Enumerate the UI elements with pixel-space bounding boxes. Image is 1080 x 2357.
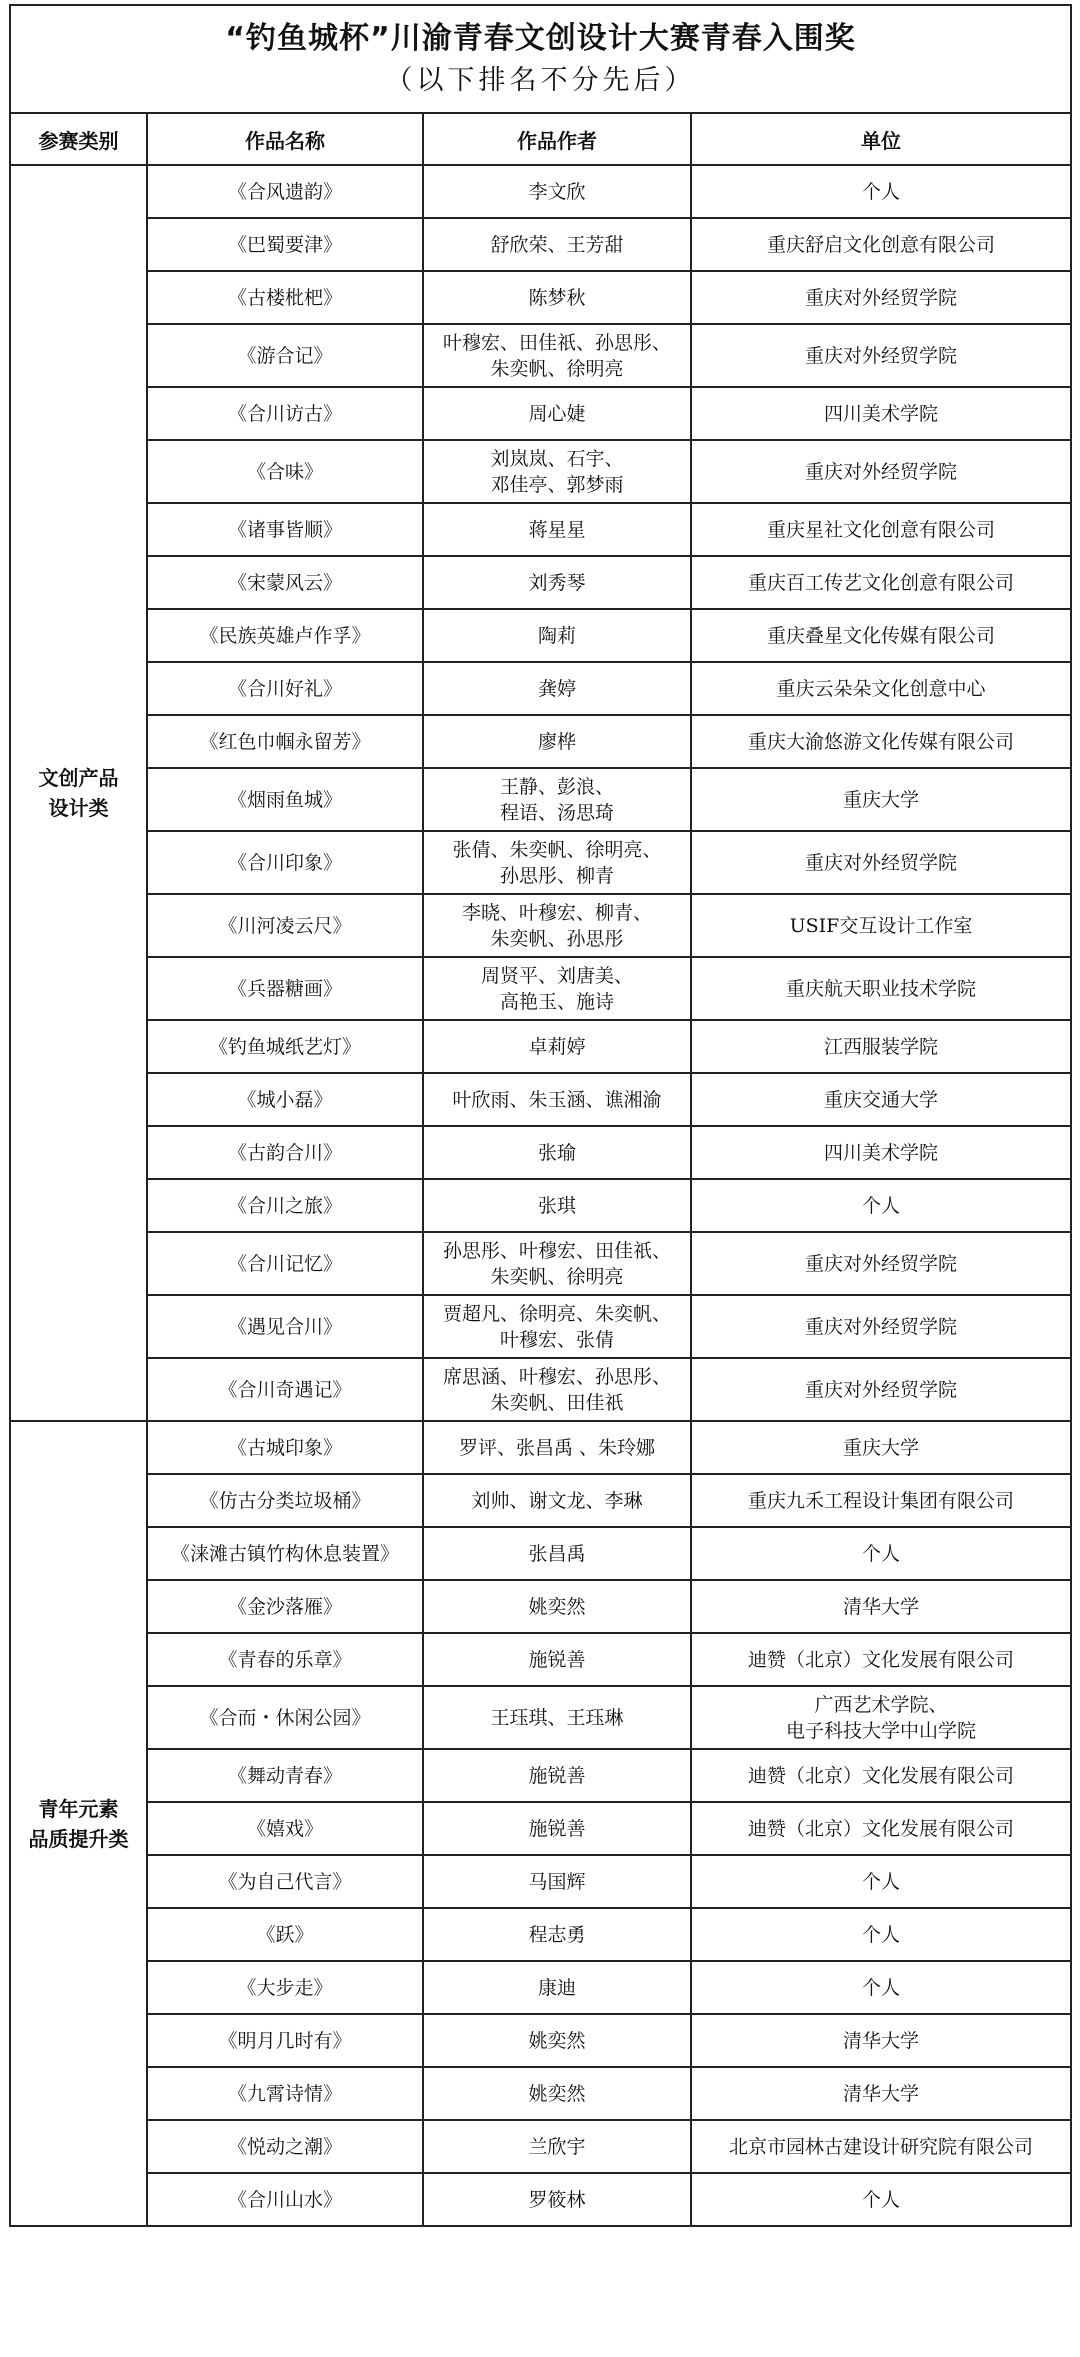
work-title: 《游合记》 (147, 324, 423, 387)
unit-line: 四川美术学院 (823, 1141, 938, 1164)
unit-line: 重庆大学 (842, 1436, 919, 1459)
author-cell (423, 1358, 691, 1421)
work-title: 《钓鱼城纸艺灯》 (147, 1020, 423, 1073)
unit-line: 清华大学 (842, 2082, 919, 2105)
unit-cell (691, 1232, 1071, 1295)
unit-line: 重庆对外经贸学院 (804, 851, 957, 874)
work-title: 《跃》 (147, 1908, 423, 1961)
author-line: 邓佳亭、郭梦雨 (490, 473, 624, 496)
author-line: 程语、汤思琦 (499, 801, 614, 824)
unit-cell (691, 1020, 1071, 1073)
unit-cell (691, 2120, 1071, 2173)
author-line: 席思涵、叶穆宏、孙思彤、 (442, 1365, 671, 1388)
work-title: 《城小磊》 (147, 1073, 423, 1126)
header-unit: 单位 (691, 113, 1071, 165)
author-cell (423, 387, 691, 440)
work-title: 《合川访古》 (147, 387, 423, 440)
work-title: 《九霄诗情》 (147, 2067, 423, 2120)
unit-cell (691, 609, 1071, 662)
unit-line: 北京市园林古建设计研究院有限公司 (728, 2135, 1033, 2158)
unit-line: 重庆大渝悠游文化传媒有限公司 (747, 730, 1014, 753)
work-title: 《古城印象》 (147, 1421, 423, 1474)
table-row (10, 1020, 1071, 1073)
author-line: 蒋星星 (528, 518, 586, 541)
work-title: 《兵器糖画》 (147, 957, 423, 1020)
author-cell (423, 2120, 691, 2173)
author-cell (423, 957, 691, 1020)
work-title: 《青春的乐章》 (147, 1633, 423, 1686)
unit-cell (691, 440, 1071, 503)
unit-line: 重庆对外经贸学院 (804, 344, 957, 367)
unit-line: 重庆对外经贸学院 (804, 286, 957, 309)
author-line: 程志勇 (528, 1923, 586, 1946)
work-title: 《合川记忆》 (147, 1232, 423, 1295)
work-title: 《为自己代言》 (147, 1855, 423, 1908)
table-row (10, 831, 1071, 894)
unit-line: 清华大学 (842, 1595, 919, 1618)
unit-cell (691, 1527, 1071, 1580)
author-cell (423, 1421, 691, 1474)
unit-line: USIF交互设计工作室 (789, 914, 973, 937)
author-line: 周心婕 (528, 402, 586, 425)
unit-line: 重庆星社文化创意有限公司 (766, 518, 995, 541)
author-cell (423, 2014, 691, 2067)
work-title: 《大步走》 (147, 1961, 423, 2014)
author-cell (423, 1295, 691, 1358)
author-line: 朱奕帆、徐明亮 (490, 357, 624, 380)
unit-cell (691, 1421, 1071, 1474)
author-line: 姚奕然 (528, 2029, 586, 2052)
work-title: 《合川好礼》 (147, 662, 423, 715)
unit-cell (691, 1474, 1071, 1527)
work-title: 《遇见合川》 (147, 1295, 423, 1358)
header-category: 参赛类别 (10, 113, 147, 165)
unit-cell (691, 2173, 1071, 2226)
work-title: 《烟雨鱼城》 (147, 768, 423, 831)
award-document (9, 4, 1070, 2351)
author-line: 兰欣宇 (528, 2135, 586, 2158)
table-row (10, 324, 1071, 387)
author-line: 施锐善 (528, 1817, 586, 1840)
unit-cell (691, 894, 1071, 957)
author-cell (423, 1527, 691, 1580)
author-line: 刘秀琴 (528, 571, 586, 594)
table-row (10, 1474, 1071, 1527)
author-line: 王珏琪、王珏琳 (490, 1706, 624, 1729)
unit-cell (691, 2014, 1071, 2067)
unit-cell (691, 324, 1071, 387)
unit-cell (691, 1908, 1071, 1961)
unit-line: 重庆舒启文化创意有限公司 (766, 233, 995, 256)
table-row (10, 2173, 1071, 2226)
author-line: 李文欣 (528, 180, 586, 203)
unit-line: 广西艺术学院、 (814, 1693, 948, 1716)
work-title: 《合川印象》 (147, 831, 423, 894)
author-line: 姚奕然 (528, 1595, 586, 1618)
table-row (10, 1073, 1071, 1126)
work-title: 《悦动之潮》 (147, 2120, 423, 2173)
author-line: 姚奕然 (528, 2082, 586, 2105)
work-title: 《合川山水》 (147, 2173, 423, 2226)
author-line: 康迪 (537, 1976, 576, 1999)
unit-line: 迪赞（北京）文化发展有限公司 (747, 1648, 1014, 1671)
author-line: 罗筱林 (528, 2188, 586, 2211)
category-name: 文创产品 (38, 766, 119, 790)
unit-line: 重庆云朵朵文化创意中心 (776, 677, 986, 700)
unit-line: 江西服装学院 (823, 1035, 938, 1058)
author-line: 罗评、张昌禹 、朱玲娜 (458, 1436, 656, 1459)
table-row (10, 1421, 1071, 1474)
table-row (10, 1802, 1071, 1855)
table-row (10, 1961, 1071, 2014)
unit-line: 个人 (861, 2188, 900, 2211)
unit-line: 重庆对外经贸学院 (804, 1378, 957, 1401)
header-author: 作品作者 (423, 113, 691, 165)
author-cell (423, 1802, 691, 1855)
unit-line: 个人 (861, 180, 900, 203)
work-title: 《民族英雄卢作孚》 (147, 609, 423, 662)
work-title: 《明月几时有》 (147, 2014, 423, 2067)
author-cell (423, 218, 691, 271)
author-line: 张瑜 (537, 1141, 576, 1164)
author-cell (423, 609, 691, 662)
unit-cell (691, 1686, 1071, 1749)
table-row (10, 556, 1071, 609)
work-title: 《涞滩古镇竹构休息装置》 (147, 1527, 423, 1580)
unit-line: 重庆对外经贸学院 (804, 460, 957, 483)
table-row (10, 1686, 1071, 1749)
author-cell (423, 2067, 691, 2120)
author-line: 叶穆宏、田佳祇、孙思彤、 (442, 331, 671, 354)
unit-cell (691, 1749, 1071, 1802)
author-cell (423, 1020, 691, 1073)
table-row (10, 1232, 1071, 1295)
unit-line: 重庆百工传艺文化创意有限公司 (747, 571, 1014, 594)
author-cell (423, 1126, 691, 1179)
unit-line: 个人 (861, 1923, 900, 1946)
unit-line: 个人 (861, 1976, 900, 1999)
document-subtitle: （以下排名不分先后） (385, 65, 696, 96)
author-cell (423, 768, 691, 831)
author-line: 陶莉 (537, 624, 576, 647)
unit-line: 重庆九禾工程设计集团有限公司 (747, 1489, 1014, 1512)
work-title: 《金沙落雁》 (147, 1580, 423, 1633)
work-title: 《古楼枇杷》 (147, 271, 423, 324)
table-row (10, 165, 1071, 218)
title-cell (10, 5, 1071, 113)
work-title: 《合味》 (147, 440, 423, 503)
unit-line: 迪赞（北京）文化发展有限公司 (747, 1764, 1014, 1787)
unit-line: 重庆大学 (842, 788, 919, 811)
author-line: 廖桦 (537, 730, 576, 753)
unit-cell (691, 387, 1071, 440)
author-cell (423, 1580, 691, 1633)
work-title: 《诸事皆顺》 (147, 503, 423, 556)
category-name: 设计类 (48, 796, 109, 820)
work-title: 《巴蜀要津》 (147, 218, 423, 271)
author-cell (423, 1908, 691, 1961)
unit-cell (691, 218, 1071, 271)
author-line: 高艳玉、施诗 (499, 990, 614, 1013)
table-row (10, 894, 1071, 957)
work-title: 《舞动青春》 (147, 1749, 423, 1802)
author-cell (423, 1474, 691, 1527)
author-line: 孙思彤、叶穆宏、田佳祇、 (442, 1239, 671, 1262)
author-cell (423, 662, 691, 715)
author-cell (423, 556, 691, 609)
unit-cell (691, 1961, 1071, 2014)
unit-cell (691, 1179, 1071, 1232)
table-row (10, 440, 1071, 503)
unit-cell (691, 1633, 1071, 1686)
unit-line: 重庆叠星文化传媒有限公司 (766, 624, 995, 647)
author-line: 施锐善 (528, 1764, 586, 1787)
unit-line: 重庆对外经贸学院 (804, 1315, 957, 1338)
award-table (9, 4, 1072, 2227)
unit-cell (691, 831, 1071, 894)
author-cell (423, 440, 691, 503)
document-title: “钓鱼城杯”川渝青春文创设计大赛青春入围奖 (225, 21, 856, 56)
unit-line: 重庆航天职业技术学院 (785, 977, 976, 1000)
unit-cell (691, 1580, 1071, 1633)
unit-cell (691, 556, 1071, 609)
category-cell (10, 1421, 147, 2226)
table-row (10, 218, 1071, 271)
author-line: 朱奕帆、徐明亮 (490, 1265, 624, 1288)
author-line: 叶欣雨、朱玉涵、谯湘渝 (452, 1088, 662, 1111)
unit-line: 四川美术学院 (823, 402, 938, 425)
author-line: 张倩、朱奕帆、徐明亮、 (452, 838, 662, 861)
unit-cell (691, 1295, 1071, 1358)
table-row (10, 1908, 1071, 1961)
author-line: 王静、彭浪、 (499, 775, 614, 798)
table-row (10, 387, 1071, 440)
table-row (10, 1749, 1071, 1802)
work-title: 《仿古分类垃圾桶》 (147, 1474, 423, 1527)
table-row (10, 957, 1071, 1020)
author-line: 舒欣荣、王芳甜 (490, 233, 624, 256)
unit-line: 个人 (861, 1870, 900, 1893)
author-cell (423, 715, 691, 768)
author-line: 龚婷 (537, 677, 576, 700)
author-line: 卓莉婷 (528, 1035, 586, 1058)
author-cell (423, 2173, 691, 2226)
table-row (10, 1295, 1071, 1358)
author-line: 孙思彤、柳青 (499, 864, 614, 887)
unit-line: 重庆对外经贸学院 (804, 1252, 957, 1275)
table-row (10, 1126, 1071, 1179)
unit-cell (691, 1126, 1071, 1179)
work-title: 《合川奇遇记》 (147, 1358, 423, 1421)
work-title: 《古韵合川》 (147, 1126, 423, 1179)
author-cell (423, 165, 691, 218)
header-row (10, 113, 1071, 165)
author-cell (423, 831, 691, 894)
unit-cell (691, 1855, 1071, 1908)
table-row (10, 1633, 1071, 1686)
author-line: 刘岚岚、石宇、 (490, 447, 624, 470)
author-line: 刘帅、谢文龙、李琳 (471, 1489, 643, 1512)
unit-cell (691, 957, 1071, 1020)
author-line: 陈梦秋 (528, 286, 586, 309)
author-cell (423, 1855, 691, 1908)
unit-cell (691, 1802, 1071, 1855)
author-line: 张琪 (537, 1194, 576, 1217)
author-cell (423, 1961, 691, 2014)
table-row (10, 715, 1071, 768)
author-cell (423, 1073, 691, 1126)
author-cell (423, 1179, 691, 1232)
author-line: 施锐善 (528, 1648, 586, 1671)
work-title: 《合而・休闲公园》 (147, 1686, 423, 1749)
author-line: 叶穆宏、张倩 (499, 1328, 614, 1351)
work-title: 《红色巾帼永留芳》 (147, 715, 423, 768)
unit-line: 迪赞（北京）文化发展有限公司 (747, 1817, 1014, 1840)
work-title: 《合风遗韵》 (147, 165, 423, 218)
unit-cell (691, 165, 1071, 218)
author-line: 周贤平、刘唐美、 (480, 964, 633, 987)
category-name: 品质提升类 (28, 1826, 129, 1851)
unit-line: 清华大学 (842, 2029, 919, 2052)
unit-cell (691, 1073, 1071, 1126)
work-title: 《川河凌云尺》 (147, 894, 423, 957)
table-row (10, 1855, 1071, 1908)
author-cell (423, 894, 691, 957)
author-cell (423, 1749, 691, 1802)
unit-cell (691, 503, 1071, 556)
unit-cell (691, 271, 1071, 324)
author-line: 朱奕帆、田佳祇 (490, 1391, 624, 1414)
table-row (10, 662, 1071, 715)
table-row (10, 2120, 1071, 2173)
work-title: 《宋蒙风云》 (147, 556, 423, 609)
table-row (10, 503, 1071, 556)
unit-line: 个人 (861, 1542, 900, 1565)
unit-line: 电子科技大学中山学院 (785, 1719, 976, 1742)
table-row (10, 609, 1071, 662)
author-line: 贾超凡、徐明亮、朱奕帆、 (442, 1302, 671, 1325)
table-row (10, 271, 1071, 324)
table-row (10, 2014, 1071, 2067)
author-cell (423, 1232, 691, 1295)
author-cell (423, 324, 691, 387)
work-title: 《合川之旅》 (147, 1179, 423, 1232)
header-work: 作品名称 (147, 113, 423, 165)
unit-cell (691, 768, 1071, 831)
unit-cell (691, 1358, 1071, 1421)
table-row (10, 2067, 1071, 2120)
author-cell (423, 1633, 691, 1686)
table-row (10, 1580, 1071, 1633)
author-cell (423, 1686, 691, 1749)
unit-cell (691, 715, 1071, 768)
author-cell (423, 271, 691, 324)
unit-cell (691, 2067, 1071, 2120)
author-line: 张昌禹 (528, 1542, 586, 1565)
author-line: 朱奕帆、孙思彤 (490, 927, 624, 950)
unit-line: 重庆交通大学 (823, 1088, 938, 1111)
category-name: 青年元素 (38, 1796, 119, 1821)
table-row (10, 1179, 1071, 1232)
unit-line: 个人 (861, 1194, 900, 1217)
category-cell (10, 165, 147, 1421)
table-row (10, 1358, 1071, 1421)
author-line: 马国辉 (528, 1870, 586, 1893)
author-cell (423, 503, 691, 556)
table-row (10, 1527, 1071, 1580)
work-title: 《嬉戏》 (147, 1802, 423, 1855)
author-line: 李晓、叶穆宏、柳青、 (461, 901, 652, 924)
unit-cell (691, 662, 1071, 715)
table-row (10, 768, 1071, 831)
